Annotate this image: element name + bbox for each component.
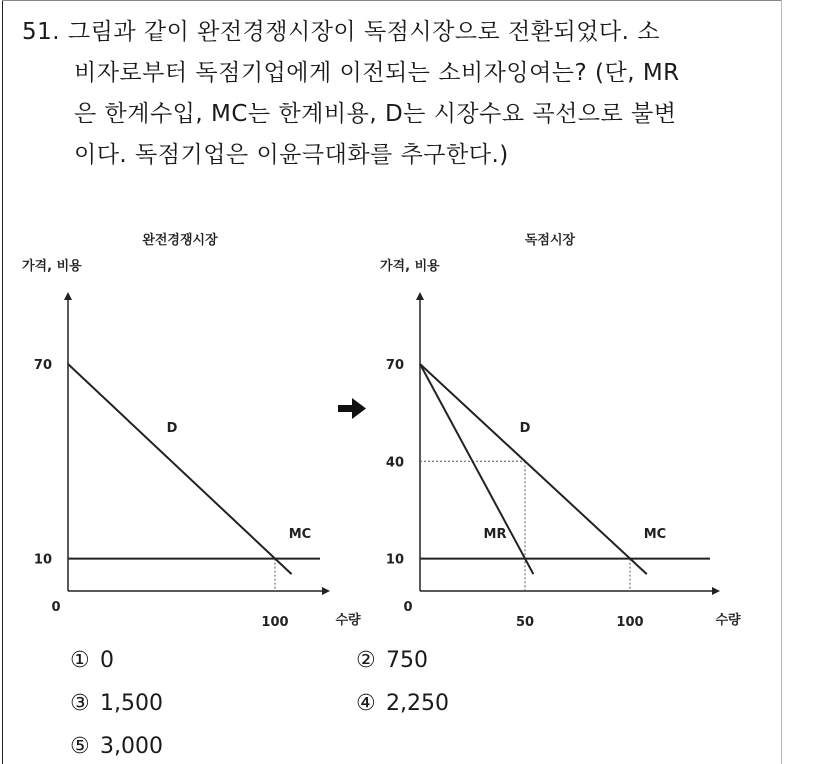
series-label-mc: MC xyxy=(643,527,667,542)
x-tick-label: 0 xyxy=(51,600,61,615)
chart-title: 독점시장 xyxy=(524,233,576,248)
option-5[interactable] xyxy=(70,734,163,759)
option-3[interactable] xyxy=(70,691,163,716)
right-arrow-icon xyxy=(338,398,366,424)
y-tick-label: 70 xyxy=(385,358,404,373)
x-axis-label: 수량 xyxy=(715,613,741,628)
series-line-d xyxy=(68,364,292,574)
series-line-d xyxy=(420,364,647,574)
y-tick-label: 40 xyxy=(385,455,404,471)
y-axis-arrowhead xyxy=(64,292,72,300)
question-line-3: 은 한계수입, MC는 한계비용, D는 시장수요 곡선으로 불변 xyxy=(74,101,677,127)
y-axis-label: 가격, 비용 xyxy=(380,259,440,274)
chart-title: 완전경쟁시장 xyxy=(142,233,218,248)
y-tick-label: 10 xyxy=(33,552,52,568)
series-label-d: D xyxy=(519,421,531,436)
option-1[interactable] xyxy=(70,648,114,673)
option-3-value: 1,500 xyxy=(100,691,163,716)
monopoly-chart xyxy=(365,220,741,640)
question-line-1 xyxy=(22,12,782,53)
option-1-number: ① xyxy=(70,648,90,673)
option-4-value: 2,250 xyxy=(386,691,449,716)
question-line-1-text: 그림과 같이 완전경쟁시장이 독점시장으로 전환되었다. 소 xyxy=(67,19,660,45)
y-axis-arrowhead xyxy=(416,292,424,300)
series-label-mc: MC xyxy=(288,527,312,542)
x-tick-label: 100 xyxy=(616,615,644,630)
series-line-mr xyxy=(420,364,533,574)
question-text xyxy=(22,12,782,176)
option-5-value: 3,000 xyxy=(100,734,163,759)
x-axis-arrowhead xyxy=(712,587,720,595)
y-axis-label: 가격, 비용 xyxy=(22,259,82,274)
x-axis-label: 수량 xyxy=(335,613,361,628)
question-number: 51. xyxy=(22,19,61,45)
series-label-mr: MR xyxy=(483,527,507,542)
question-line-2: 비자로부터 독점기업에게 이전되는 소비자잉여는? (단, MR xyxy=(74,60,680,86)
x-tick-label: 100 xyxy=(261,615,289,630)
option-3-number: ③ xyxy=(70,691,90,716)
y-tick-label: 10 xyxy=(385,552,404,568)
option-5-number: ⑤ xyxy=(70,734,90,759)
x-tick-label: 0 xyxy=(403,600,413,615)
option-2-number: ② xyxy=(356,648,376,673)
series-label-d: D xyxy=(166,421,178,436)
x-axis-arrowhead xyxy=(322,587,330,595)
option-1-value: 0 xyxy=(100,648,114,673)
perfect-competition-chart xyxy=(0,220,380,640)
option-2-value: 750 xyxy=(386,648,428,673)
question-line-4: 이다. 독점기업은 이윤극대화를 추구한다.) xyxy=(74,142,509,168)
y-tick-label: 70 xyxy=(33,358,52,373)
option-4[interactable] xyxy=(356,691,449,716)
option-4-number: ④ xyxy=(356,691,376,716)
x-tick-label: 50 xyxy=(515,615,535,630)
option-2[interactable] xyxy=(356,648,428,673)
page-border-top xyxy=(2,0,782,1)
